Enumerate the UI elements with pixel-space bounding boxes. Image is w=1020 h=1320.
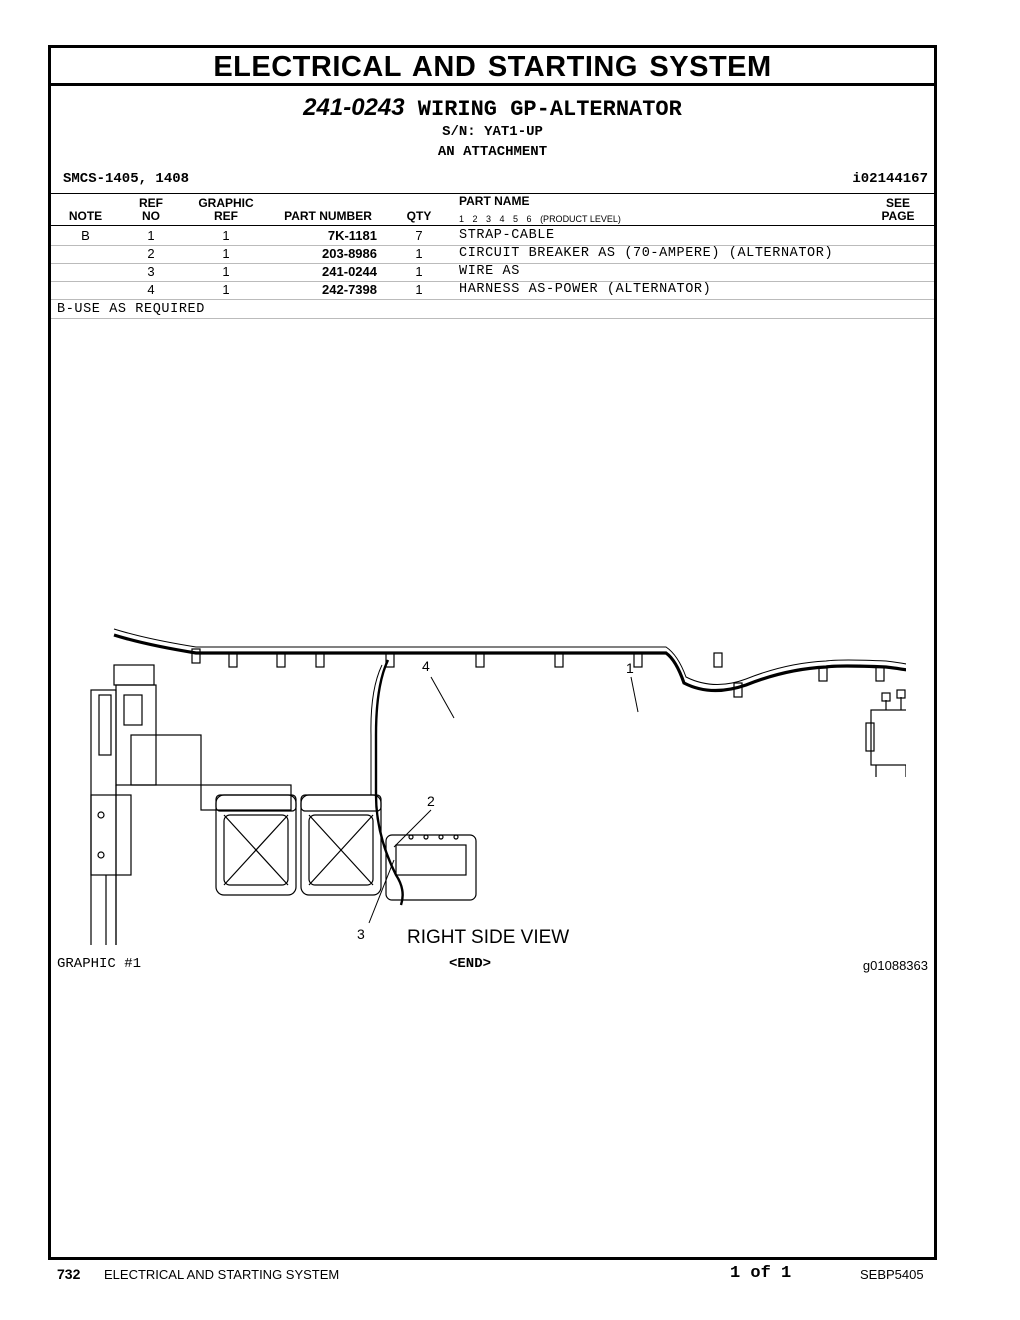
footer-section: ELECTRICAL AND STARTING SYSTEM (104, 1267, 340, 1282)
row-graphic-ref: 1 (222, 282, 230, 297)
group-part-number: 241-0243 (303, 94, 405, 121)
header-rule (51, 225, 934, 226)
product-level-label: (PRODUCT LEVEL) (540, 214, 621, 224)
row-graphic-ref: 1 (222, 228, 230, 243)
col-see-bottom: PAGE (881, 209, 915, 223)
col-part-name: PART NAME (459, 194, 530, 208)
view-label: RIGHT SIDE VIEW (407, 927, 570, 948)
col-graphic-bottom: REF (214, 209, 238, 223)
row-ref: 4 (147, 282, 155, 297)
row-part-name: STRAP-CABLE (459, 228, 555, 243)
info-id: i02144167 (852, 171, 928, 187)
row-ref: 1 (147, 228, 155, 243)
row-ref: 3 (147, 264, 155, 279)
row-part-number: 241-0244 (322, 264, 377, 279)
row-part-name: HARNESS AS-POWER (ALTERNATOR) (459, 282, 712, 297)
document-frame (48, 45, 937, 1260)
end-marker: <END> (449, 956, 492, 972)
group-part-title: WIRING GP-ALTERNATOR (417, 97, 682, 122)
book-id: SEBP5405 (860, 1267, 924, 1282)
row-qty: 7 (415, 228, 423, 243)
row-qty: 1 (415, 264, 423, 279)
col-qty: QTY (406, 209, 432, 223)
row-ref: 2 (147, 246, 155, 261)
smcs-codes: SMCS-1405, 1408 (63, 171, 190, 187)
leader-lines (369, 677, 638, 923)
col-graphic-top: GRAPHIC (198, 196, 254, 210)
alternator (866, 690, 906, 777)
row-part-number: 203-8986 (322, 246, 377, 261)
row-rule (51, 299, 934, 300)
row-graphic-ref: 1 (222, 246, 230, 261)
serial-number: S/N: YAT1-UP (442, 124, 543, 140)
power-harness (114, 635, 906, 745)
frame-structure (91, 665, 201, 945)
wiring-diagram (86, 605, 906, 945)
drop-cable (376, 660, 403, 905)
graphic-id: g01088363 (862, 958, 928, 973)
attachment-label: AN ATTACHMENT (437, 144, 548, 160)
graphic-label: GRAPHIC #1 (57, 956, 142, 972)
row-part-name: WIRE AS (459, 264, 520, 279)
row-part-number: 242-7398 (322, 282, 377, 297)
row-qty: 1 (415, 246, 423, 261)
note-rule (51, 318, 934, 319)
callout-1: 1 (626, 660, 634, 676)
col-ref-top: REF (139, 196, 163, 210)
row-part-number: 7K-1181 (327, 228, 377, 243)
row-qty: 1 (415, 282, 423, 297)
row-part-name: CIRCUIT BREAKER AS (70-AMPERE) (ALTERNATOR) (459, 246, 834, 261)
page-title: ELECTRICAL AND STARTING SYSTEM (51, 48, 934, 86)
col-part-number: PART NUMBER (284, 209, 372, 223)
page-of: 1 of 1 (730, 1264, 792, 1283)
row-note: B (81, 228, 90, 243)
product-levels: 1 2 3 4 5 6 (459, 214, 532, 224)
callout-2: 2 (427, 793, 435, 809)
page-number: 732 (57, 1266, 81, 1282)
part-title-line (51, 94, 934, 122)
col-ref-bottom: NO (142, 209, 160, 223)
col-note: NOTE (68, 209, 103, 223)
callout-3: 3 (357, 926, 365, 942)
row-graphic-ref: 1 (222, 264, 230, 279)
product-level-row (459, 214, 621, 224)
note-b: B-USE AS REQUIRED (57, 302, 205, 317)
col-see-top: SEE (885, 196, 910, 210)
callout-4: 4 (422, 658, 430, 674)
